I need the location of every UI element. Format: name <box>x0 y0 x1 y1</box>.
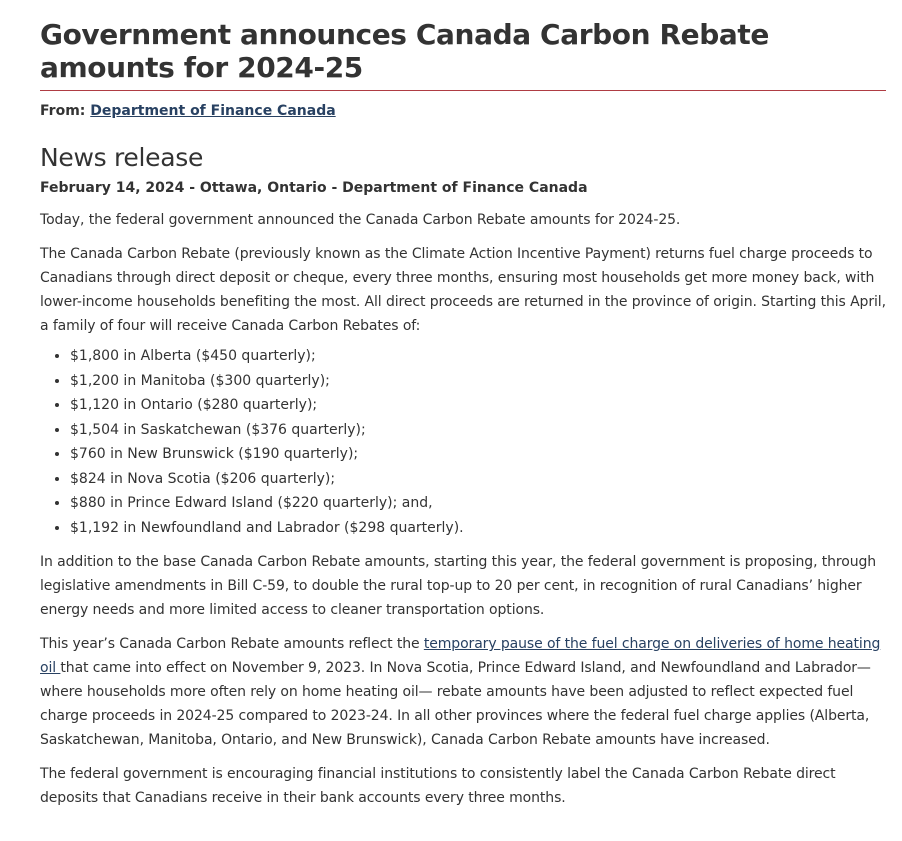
list-item: • $1,504 in Saskatchewan ($376 quarterly); <box>70 418 884 443</box>
list-item: • $1,120 in Ontario ($280 quarterly); <box>70 393 884 418</box>
paragraph-intro: Today, the federal government announced the Canada Carbon Rebate amounts for 2024-25. <box>40 212 681 228</box>
list-item: • $760 in New Brunswick ($190 quarterly); <box>70 442 884 467</box>
list-item: • $824 in Nova Scotia ($206 quarterly); <box>70 467 884 492</box>
page-title: Government announces Canada Carbon Rebate amounts for 2024-25 <box>40 18 886 91</box>
paragraph-heating-oil <box>40 632 886 752</box>
paragraph-rebate-description: The Canada Carbon Rebate (previously known as the Climate Action Incentive Payment) returns fuel charge proceeds to Canadians through direct deposit or cheque, every three months, ensuring most households get more money back, with lower-income households benefiting the most. All direct proceeds are returned in the province of origin. Starting this April, a family of four will receive Canada Carbon Rebates of: <box>40 246 886 334</box>
list-item: • $1,800 in Alberta ($450 quarterly); <box>70 344 884 369</box>
from-line <box>40 101 884 121</box>
list-item: • $1,200 in Manitoba ($300 quarterly); <box>70 369 884 394</box>
paragraph-financial-institutions: The federal government is encouraging financial institutions to consistently label the Canada Carbon Rebate direct deposits that Canadians receive in their bank accounts every three months. <box>40 766 836 806</box>
rebate-list <box>40 344 884 540</box>
heating-oil-pause-link[interactable]: temporary pause of the fuel charge on deliveries of home heating oil <box>40 636 881 676</box>
paragraph-text: that came into effect on November 9, 2023. In Nova Scotia, Prince Edward Island, and Newfoundland and Labrador—where households more often rely on home heating oil— rebate amounts have been adjusted to reflect expected fuel charge proceeds in 2024-25 compared to 2023-24. In all other provinces where the federal fuel charge applies (Alberta, Saskatchewan, Manitoba, Ontario, and New Brunswick), Canada Carbon Rebate amounts have increased. <box>40 660 871 748</box>
list-item: • $1,192 in Newfoundland and Labrador ($298 quarterly). <box>70 516 884 541</box>
paragraph-text: This year’s Canada Carbon Rebate amounts reflect the <box>40 636 424 652</box>
department-link[interactable]: Department of Finance Canada <box>90 103 336 119</box>
list-item: • $880 in Prince Edward Island ($220 quarterly); and, <box>70 491 884 516</box>
paragraph-rural-top-up: In addition to the base Canada Carbon Rebate amounts, starting this year, the federal government is proposing, through legislative amendments in Bill C-59, to double the rural top-up to 20 per cent, in recognition of rural Canadians’ higher energy needs and more limited access to cleaner transportation options. <box>40 554 877 618</box>
section-title: News release <box>40 143 204 172</box>
from-label: From: <box>40 103 86 119</box>
dateline: February 14, 2024 - Ottawa, Ontario - Department of Finance Canada <box>40 180 588 196</box>
